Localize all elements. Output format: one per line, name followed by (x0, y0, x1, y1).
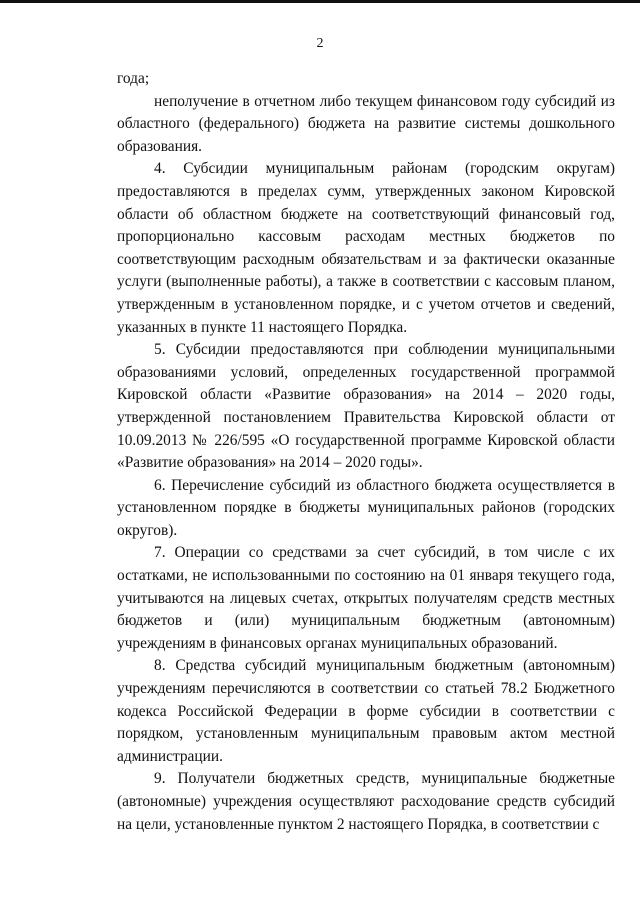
paragraph-9: 9. Получатели бюджетных средств, муниципальные бюджетные (автономные) учреждения осуществляют расходование средств субсидий на цели, установленные пунктом 2 настоящего Порядка, в соответствии с (117, 770, 615, 833)
page-number: 2 (316, 36, 324, 51)
paragraph-4: 4. Субсидии муниципальным районам (городским округам) предоставляются в пределах сумм, утвержденных законом Кировской области об областном бюджете на соответствующий финансовый год, пропорционально кассовым расходам местных бюджетов по соответствующим расходным обязательствам и за фактически оказанные услуги (выполненные работы), а также в соответствии с кассовым планом, утвержденным в установленном порядке, и с учетом отчетов и сведений, указанных в пункте 11 настоящего Порядка. (117, 160, 615, 336)
top-border-line (0, 0, 640, 3)
paragraph-7: 7. Операции со средствами за счет субсидий, в том числе с их остатками, не использованными по состоянию на 01 января текущего года, учитываются на лицевых счетах, открытых получателям средств местных бюджетов и (или) муниципальным бюджетным (автономным) учреждениям в финансовых органах муниципальных образований. (117, 544, 615, 652)
paragraph-5: 5. Субсидии предоставляются при соблюдении муниципальными образованиями условий, определенных государственной программой Кировской области «Развитие образования» на 2014 – 2020 годы, утвержденной постановлением Правительства Кировской области от 10.09.2013 № 226/595 «О государственной программе Кировской области «Развитие образования» на 2014 – 2020 годы». (117, 341, 615, 472)
paragraph-continuation: года; (117, 70, 150, 87)
paragraph-8: 8. Средства субсидий муниципальным бюджетным (автономным) учреждениям перечисляются в соответствии со статьей 78.2 Бюджетного кодекса Российской Федерации в форме субсидии в соответствии с порядком, установленным муниципальным правовым актом местной администрации. (117, 657, 615, 765)
body-text (117, 68, 615, 836)
paragraph: неполучение в отчетном либо текущем финансовом году субсидий из областного (федерального) бюджета на развитие системы дошкольного образования. (117, 92, 615, 155)
paragraph-6: 6. Перечисление субсидий из областного бюджета осуществляется в установленном порядке в бюджеты муниципальных районов (городских округов). (117, 476, 615, 539)
